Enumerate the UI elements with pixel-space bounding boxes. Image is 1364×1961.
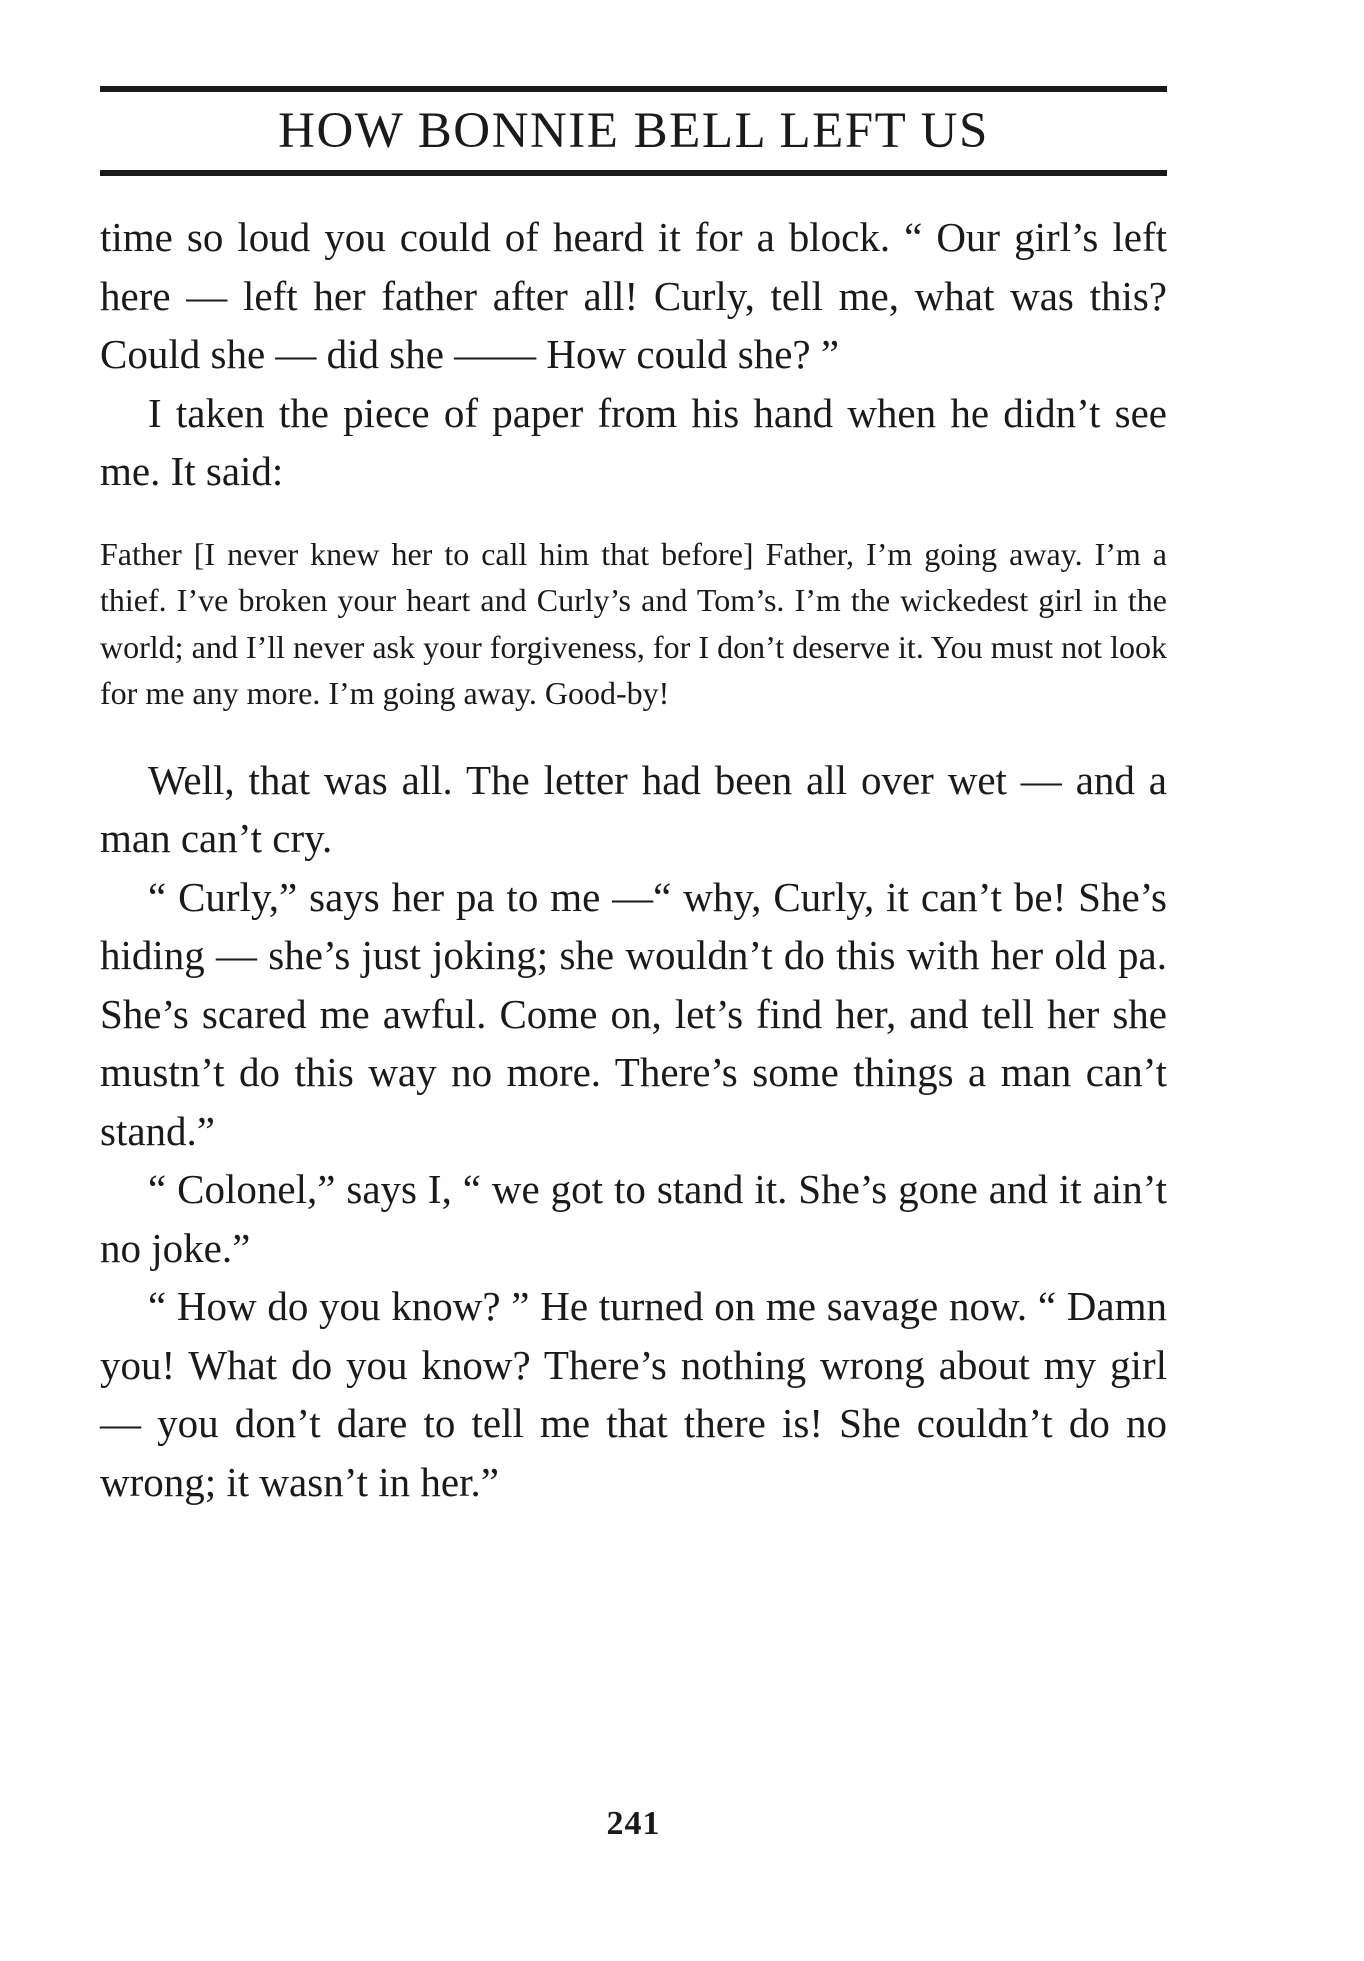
page-number: 241 (606, 1805, 661, 1842)
paragraph-curly-says-her-pa: “ Curly,” says her pa to me —“ why, Curly, it can’t be! She’s hiding — she’s just joking; she wouldn’t do this with her old pa. She’s scared me awful. Come on, let’s find her, and tell her she mustn’t do this way no more. There’s some things a man can’t stand.” (100, 873, 1167, 1154)
running-head: HOW BONNIE BELL LEFT US (278, 103, 989, 159)
header-rule-top (100, 86, 1167, 92)
paragraph-colonel-says-i: “ Colonel,” says I, “ we got to stand it. She’s gone and it ain’t no joke.” (100, 1166, 1167, 1271)
paragraph-taken-paper: I taken the piece of paper from his hand when he didn’t see me. It said: (100, 389, 1167, 494)
paragraph-continuation: time so loud you could of heard it for a block. “ Our girl’s left here — left her father after all! Curly, tell me, what was this? Could she — did she —— How could she? ” (100, 214, 1167, 377)
paragraph-well-that-was-all: Well, that was all. The letter had been all over wet — and a man can’t cry. (100, 756, 1167, 861)
letter-quote: Father [I never knew her to call him that before] Father, I’m going away. I’m a thief. I’ve broken your heart and Curly’s and Tom’s. I’m the wickedest girl in the world; and I’ll never ask your forgiveness, for I don’t deserve it. You must not look for me any more. I’m going away. Good-by! (100, 535, 1167, 711)
header-rule-bottom (100, 170, 1167, 176)
body-text (100, 208, 1167, 1511)
paragraph-how-do-you-know: “ How do you know? ” He turned on me savage now. “ Damn you! What do you know? There’s nothing wrong about my girl — you don’t dare to tell me that there is! She couldn’t do no wrong; it wasn’t in her.” (100, 1283, 1167, 1505)
